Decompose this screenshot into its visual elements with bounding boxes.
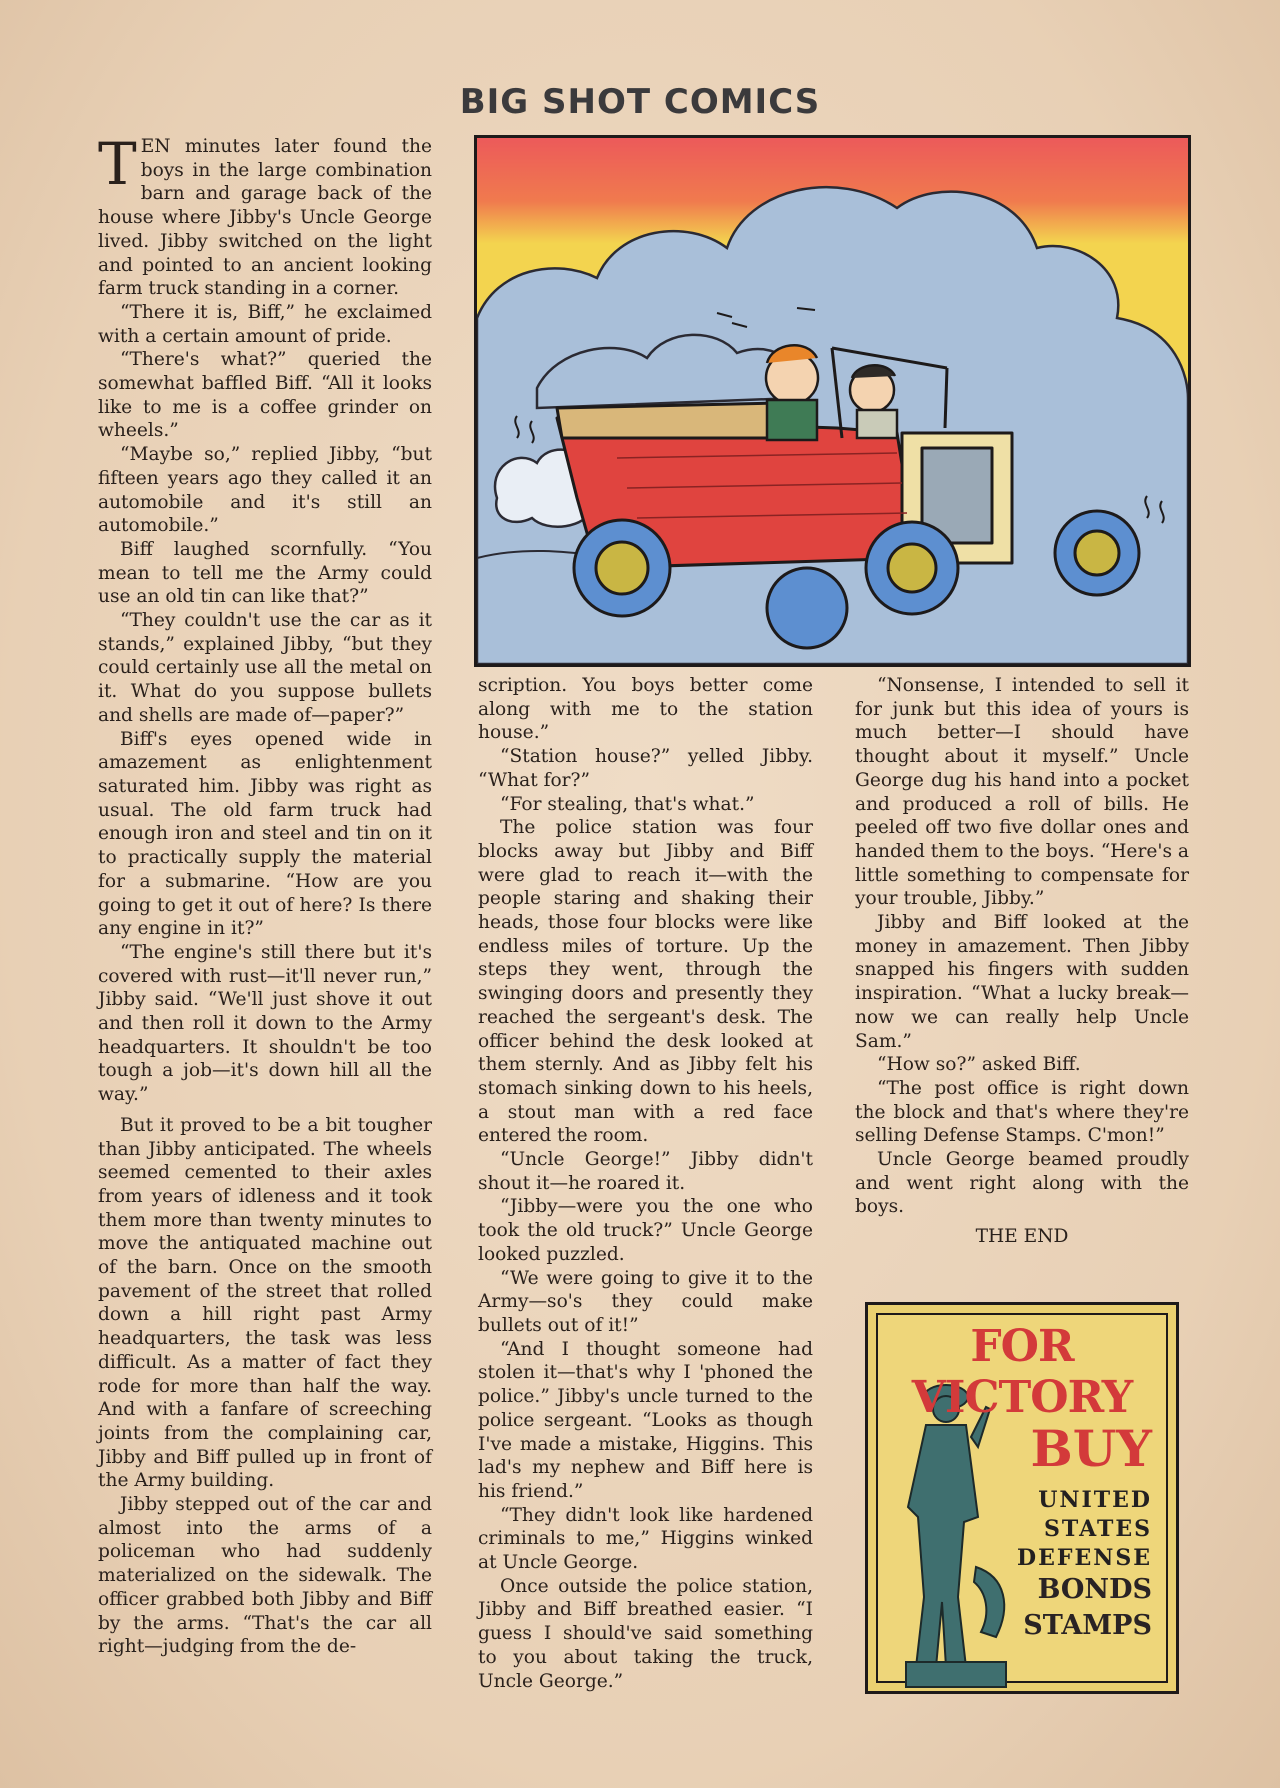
the-end-label: THE END (975, 1226, 1069, 1248)
story-column-3 (855, 674, 1189, 1249)
story-paragraph: Uncle George beamed proudly and went right along with the boys. (855, 1149, 1189, 1218)
story-paragraph: “Uncle George!” Jibby didn't shout it—he roared it. (478, 1149, 813, 1194)
story-paragraph: “Station house?” yelled Jibby. “What for?” (478, 746, 813, 791)
story-paragraph: Biff laughed scornfully. “You mean to tell me the Army could use an old tin can like that?” (98, 538, 432, 608)
story-paragraph: Jibby and Biff looked at the money in amazement. Then Jibby snapped his fingers with sudden inspiration. “What a lucky break—now we can really help Uncle Sam.” (855, 912, 1189, 1052)
story-paragraph: TEN minutes later found the boys in the large combination barn and garage back of the house where Jibby's Uncle George lived. Jibby switched on the light and pointed to an ancient looking farm truck standing in a corner. (98, 130, 432, 300)
story-paragraph: But it proved to be a bit tougher than Jibby anticipated. The wheels seemed cemented to their axles from years of idleness and it took them more than twenty minutes to move the antiquated machine out of the barn. Once on the smooth pavement of the street that rolled down a hill right past Army headquarters, the task was less difficult. As a matter of fact they rode for more than half the way. And with a fanfare of screeching joints from the complaining car, Jibby and Biff pulled up in front of the Army building. (98, 1114, 432, 1492)
story-paragraph: “And I thought someone had stolen it—that's why I 'phoned the police.” Jibby's uncle turned to the police sergeant. “Looks as though I've made a mistake, Higgins. This lad's my nephew and Biff here is his friend.” (478, 1338, 813, 1502)
story-paragraph: Once outside the police station, Jibby and Biff breathed easier. “I guess I should've said something to you about taking the truck, Uncle George.” (478, 1575, 813, 1692)
poster-title: FOR VICTORY (911, 1321, 1133, 1423)
story-paragraph: Jibby stepped out of the car and almost into the arms of a policeman who had suddenly materialized on the sidewalk. The officer grabbed both Jibby and Biff by the arms. “That's the car all right—judging from the de- (98, 1494, 432, 1658)
poster-line-states: STATES (1044, 1516, 1152, 1542)
story-paragraph: “There's what?” queried the somewhat baffled Biff. “All it looks like to me is a coffee grinder on wheels.” (98, 349, 432, 442)
story-column-2 (478, 674, 813, 1693)
drop-cap: T (98, 130, 137, 198)
masthead-title: BIG SHOT COMICS (459, 82, 821, 122)
poster-inner-frame (876, 1313, 1168, 1683)
story-paragraph: “For stealing, that's what.” (500, 793, 755, 815)
story-paragraph: scription. You boys better come along with me to the station house.” (478, 675, 813, 744)
story-paragraph: “The engine's still there but it's covered with rust—it'll never run,” Jibby said. “We'll just shove it out and then roll it down to the Army headquarters. It shouldn't be too tough a job—it's down hill all the way.” (98, 941, 432, 1106)
story-paragraph: “They couldn't use the car as it stands,” explained Jibby, “but they could certainly use all the metal on it. What do you suppose bullets and shells are made of—paper?” (98, 610, 432, 726)
story-paragraph: Biff's eyes opened wide in amazement as enlightenment saturated him. Jibby was right as usual. The old farm truck had enough iron and steel and tin on it to practically supply the material for a submarine. “How are you going to get it out of here? Is there any engine in it?” (98, 728, 432, 940)
poster-line-defense: DEFENSE (1017, 1545, 1152, 1571)
story-paragraph: “The post office is right down the block and that's where they're selling Defense Stamps. C'mon!” (855, 1077, 1189, 1147)
story-paragraph: “We were going to give it to the Army—so's they could make bullets out of it!” (478, 1267, 813, 1336)
comic-panel-illustration (474, 135, 1191, 667)
story-paragraph: “They didn't look like hardened criminals to me,” Higgins winked at Uncle George. (478, 1504, 813, 1574)
story-paragraph: “There it is, Biff,” he exclaimed with a certain amount of pride. (98, 301, 432, 347)
story-paragraph: “Maybe so,” replied Jibby, “but fifteen years ago they called it an automobile and it's still an automobile.” (98, 444, 432, 537)
poster-line-bonds: BONDS (1037, 1574, 1152, 1605)
poster-line-united: UNITED (1038, 1487, 1152, 1513)
car-illustration (477, 138, 1188, 664)
story-paragraph: “Nonsense, I intended to sell it for junk but this idea of yours is much better—I should have thought about it myself.” Uncle George dug his hand into a pocket and produced a roll of bills. He peeled off two five dollar ones and handed them to the boys. “Here's a little something to compensate for your trouble, Jibby.” (855, 675, 1189, 910)
defense-bonds-poster (865, 1302, 1179, 1694)
story-paragraph: “How so?” asked Biff. (877, 1054, 1081, 1076)
poster-line-stamps: STAMPS (1023, 1610, 1152, 1641)
story-column-1 (98, 130, 432, 1659)
story-paragraph: “Jibby—were you the one who took the old truck?” Uncle George looked puzzled. (478, 1196, 813, 1265)
story-paragraph: The police station was four blocks away but Jibby and Biff were glad to reach it—with the people staring and shaking their heads, those four blocks were like endless miles of torture. Up the steps they went, through the swinging doors and presently they reached the sergeant's desk. The officer behind the desk looked at them sternly. And as Jibby felt his stomach sinking down to his heels, a stout man with a red face entered the room. (478, 817, 813, 1147)
poster-buy: BUY (1030, 1419, 1152, 1478)
